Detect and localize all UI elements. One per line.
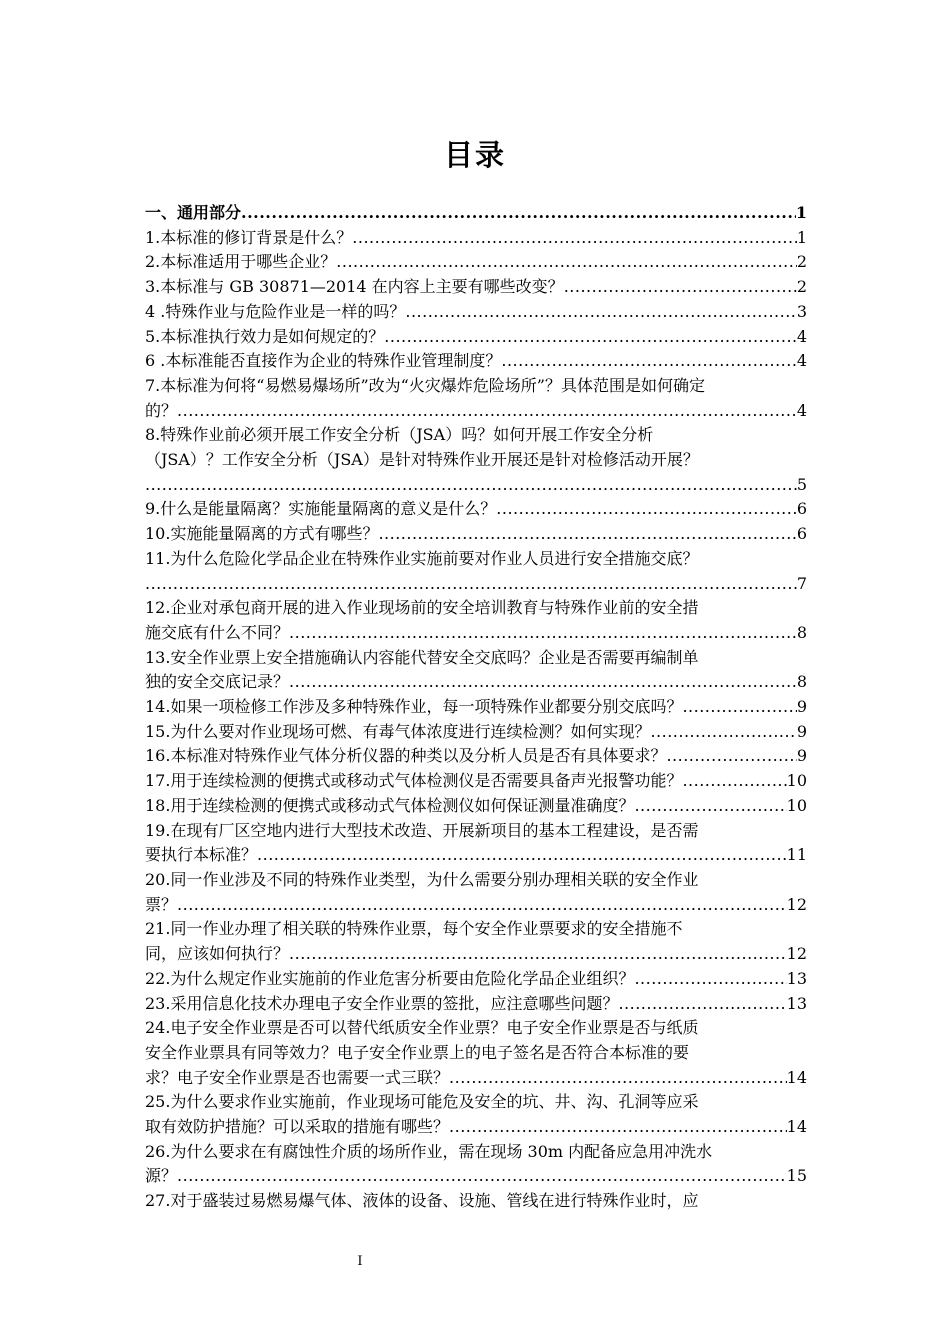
- toc-page-number: 4: [796, 351, 807, 371]
- toc-entry-text-line: 24.电子安全作业票是否可以替代纸质安全作业票？电子安全作业票是否与纸质: [145, 1018, 699, 1038]
- toc-page-number: 2: [796, 252, 807, 272]
- toc-entry[interactable]: [145, 769, 807, 794]
- toc-entry-title: 求？电子安全作业票是否也需要一式三联？: [145, 1067, 450, 1087]
- toc-entry[interactable]: [145, 522, 807, 547]
- dot-leader: [618, 992, 786, 1017]
- dot-leader: [496, 497, 797, 522]
- toc-entry-title: 要执行本标准？: [145, 845, 258, 865]
- toc-entry-leader-row: [145, 843, 807, 868]
- toc-entry-title: 4 .特殊作业与危险作业是一样的吗？: [145, 301, 406, 321]
- toc-entry-leader-row: [145, 744, 807, 769]
- dot-leader: [177, 1164, 787, 1189]
- toc-entry[interactable]: [145, 250, 807, 275]
- toc-entry-title: 9.什么是能量隔离？实施能量隔离的意义是什么？: [145, 499, 497, 519]
- toc-page-number: 6: [796, 499, 807, 519]
- toc-entry-leader-row: [145, 695, 807, 720]
- toc-entry-leader-row: [145, 226, 807, 251]
- toc-entry[interactable]: [145, 325, 807, 350]
- toc-entry[interactable]: [145, 819, 807, 868]
- dot-leader: [449, 1066, 787, 1091]
- toc-entry-leader-row: [145, 942, 807, 967]
- toc-entry-title: 取有效防护措施？可以采取的措施有哪些？: [145, 1117, 450, 1137]
- toc-entry-leader-row: [145, 399, 807, 424]
- toc-page-number: 10: [786, 795, 807, 815]
- toc-entry[interactable]: [145, 720, 807, 745]
- toc-entry-text-line: 21.同一作业办理了相关联的特殊作业票，每个安全作业票要求的安全措施不: [145, 919, 683, 939]
- toc-entry-leader-row: [145, 497, 807, 522]
- toc-page-number: 3: [796, 301, 807, 321]
- toc-entry-title: 16.本标准对特殊作业气体分析仪器的种类以及分析人员是否有具体要求？: [145, 746, 667, 766]
- toc-entry[interactable]: [145, 1140, 807, 1189]
- toc-entry-leader-row: [145, 1115, 807, 1140]
- toc-entry-text-line: 19.在现有厂区空地内进行大型技术改造、开展新项目的基本工程建设，是否需: [145, 820, 699, 840]
- dot-leader: [145, 473, 797, 498]
- toc-entry-leader-row: [145, 473, 807, 498]
- dot-leader: [241, 201, 796, 226]
- toc-page-number: 7: [796, 573, 807, 593]
- toc-entry-text-line: 20.同一作业涉及不同的特殊作业类型，为什么需要分别办理相关联的安全作业: [145, 869, 699, 889]
- dot-leader: [289, 621, 797, 646]
- toc-page-number: 12: [786, 894, 807, 914]
- toc-page-number: 6: [796, 524, 807, 544]
- toc-entry-title: 1.本标准的修订背景是什么？: [145, 227, 353, 247]
- toc-entry-text-line: 12.企业对承包商开展的进入作业现场前的安全培训教育与特殊作业前的安全措: [145, 598, 699, 618]
- toc-entry-title: 10.实施能量隔离的方式有哪些？: [145, 524, 379, 544]
- toc-entry-leader-row: [145, 325, 807, 350]
- toc-page-number: 9: [796, 697, 807, 717]
- toc-entry-title: 独的安全交底记录？: [145, 672, 290, 692]
- toc-page-number: 2: [796, 277, 807, 297]
- toc-entry-leader-row: [145, 720, 807, 745]
- toc-entry-text-line: 27.对于盛装过易燃易爆气体、液体的设备、设施、管线在进行特殊作业时，应: [145, 1191, 699, 1211]
- dot-leader: [145, 572, 797, 597]
- toc-entry-leader-row: [145, 1066, 807, 1091]
- toc-entry[interactable]: [145, 695, 807, 720]
- toc-page-number: 8: [796, 672, 807, 692]
- toc-entry-leader-row: [145, 275, 807, 300]
- dot-leader: [634, 967, 786, 992]
- toc-page-number: 11: [786, 845, 807, 865]
- toc-entry-text-line: 8.特殊作业前必须开展工作安全分析（JSA）吗？如何开展工作安全分析: [145, 425, 654, 445]
- dot-leader: [257, 843, 787, 868]
- toc-entry-leader-row: [145, 201, 807, 226]
- toc-entry[interactable]: [145, 423, 807, 497]
- page-title: 目录: [443, 138, 506, 172]
- toc-entry-title: 票？: [145, 894, 178, 914]
- toc-page-number: 4: [796, 326, 807, 346]
- dot-leader: [682, 769, 786, 794]
- toc-entry-title: 18.用于连续检测的便携式或移动式气体检测仪如何保证测量准确度？: [145, 795, 635, 815]
- toc-entry[interactable]: [145, 992, 807, 1017]
- toc-entry-text-line: 26.为什么要求在有腐蚀性介质的场所作业，需在现场 30m 内配备应急用冲洗水: [145, 1141, 713, 1161]
- toc-entry[interactable]: [145, 917, 807, 966]
- toc-page-number: 15: [786, 1166, 807, 1186]
- toc-entry[interactable]: [145, 1016, 807, 1090]
- toc-page-number: 1: [795, 203, 807, 222]
- toc-entry-text-line: 安全作业票具有同等效力？电子安全作业票上的电子签名是否符合本标准的要: [145, 1042, 690, 1062]
- dot-leader: [501, 349, 796, 374]
- toc-entry-leader-row: [145, 349, 807, 374]
- toc-entry-title: 2.本标准适用于哪些企业？: [145, 252, 337, 272]
- dot-leader: [352, 226, 797, 251]
- toc-page-number: 14: [786, 1067, 807, 1087]
- toc-entry-title: 17.用于连续检测的便携式或移动式气体检测仪是否需要具备声光报警功能？: [145, 771, 683, 791]
- toc-page-number: 8: [796, 622, 807, 642]
- toc-entry-title: 源？: [145, 1166, 178, 1186]
- toc-entry-title: 15.为什么要对作业现场可燃、有毒气体浓度进行连续检测？如何实现？: [145, 721, 651, 741]
- toc-page-number: 9: [796, 746, 807, 766]
- dot-leader: [666, 744, 796, 769]
- toc-entry[interactable]: [145, 201, 807, 226]
- toc-entry-leader-row: [145, 300, 807, 325]
- toc-entry[interactable]: [145, 275, 807, 300]
- toc-entry[interactable]: [145, 868, 807, 917]
- toc-entry-text-line: （JSA）？工作安全分析（JSA）是针对特殊作业开展还是针对检修活动开展？: [145, 450, 699, 470]
- toc-entry-text-line: 13.安全作业票上安全措施确认内容能代替安全交底吗？企业是否需要再编制单: [145, 647, 699, 667]
- dot-leader: [384, 325, 797, 350]
- toc-page-number: 10: [786, 771, 807, 791]
- toc-entry[interactable]: [145, 967, 807, 992]
- toc-entry[interactable]: [145, 300, 807, 325]
- toc-page-number: 1: [796, 227, 807, 247]
- dot-leader: [289, 942, 787, 967]
- toc-entry-title: 3.本标准与 GB 30871—2014 在内容上主要有哪些改变？: [145, 277, 564, 297]
- toc-entry-leader-row: [145, 794, 807, 819]
- toc-entry-title: 一、通用部分: [145, 203, 242, 222]
- dot-leader: [177, 893, 787, 918]
- toc-entry-title: 5.本标准执行效力是如何规定的？: [145, 326, 385, 346]
- toc-entry-title: 的？: [145, 400, 178, 420]
- toc-entry-leader-row: [145, 522, 807, 547]
- dot-leader: [682, 695, 796, 720]
- dot-leader: [564, 275, 797, 300]
- toc-entry-leader-row: [145, 967, 807, 992]
- toc-entry-title: 14.如果一项检修工作涉及多种特殊作业，每一项特殊作业都要分别交底吗？: [145, 697, 683, 717]
- toc-entry[interactable]: [145, 374, 807, 423]
- dot-leader: [378, 522, 796, 547]
- dot-leader: [449, 1115, 787, 1140]
- dot-leader: [336, 250, 797, 275]
- toc-entry[interactable]: [145, 646, 807, 695]
- toc-entry-text-line: 11.为什么危险化学品企业在特殊作业实施前要对作业人员进行安全措施交底？: [145, 548, 699, 568]
- toc-entry[interactable]: [145, 1189, 807, 1214]
- toc-entry-title: 6 .本标准能否直接作为企业的特殊作业管理制度？: [145, 351, 502, 371]
- toc-entry-leader-row: [145, 769, 807, 794]
- dot-leader: [405, 300, 796, 325]
- toc-entry-title: 同，应该如何执行？: [145, 944, 290, 964]
- toc-entry[interactable]: [145, 497, 807, 522]
- toc-entry[interactable]: [145, 794, 807, 819]
- toc-entry-leader-row: [145, 250, 807, 275]
- toc-entry-text-line: 25.为什么要求作业实施前，作业现场可能危及安全的坑、井、沟、孔洞等应采: [145, 1092, 699, 1112]
- toc-entry[interactable]: [145, 1090, 807, 1139]
- toc-entry-leader-row: [145, 572, 807, 597]
- dot-leader: [177, 399, 797, 424]
- dot-leader: [634, 794, 786, 819]
- toc-entry[interactable]: [145, 226, 807, 251]
- toc-entry-text-line: 7.本标准为何将“易燃易爆场所”改为“火灾爆炸危险场所”？具体范围是如何确定: [145, 375, 705, 395]
- toc-entry-title: 22.为什么规定作业实施前的作业危害分析要由危险化学品企业组织？: [145, 968, 635, 988]
- toc-page-number: 13: [786, 993, 807, 1013]
- toc-page-number: 4: [796, 400, 807, 420]
- toc-entry[interactable]: [145, 349, 807, 374]
- toc-page-number: 12: [786, 944, 807, 964]
- toc-entry-leader-row: [145, 992, 807, 1017]
- toc-entry[interactable]: [145, 547, 807, 596]
- toc-entry-leader-row: [145, 621, 807, 646]
- toc-entry[interactable]: [145, 596, 807, 645]
- toc-page-number: 13: [786, 968, 807, 988]
- toc-entry-title: 23.采用信息化技术办理电子安全作业票的签批，应注意哪些问题？: [145, 993, 619, 1013]
- dot-leader: [650, 720, 796, 745]
- toc-entry-title: 施交底有什么不同？: [145, 622, 290, 642]
- toc-entry-leader-row: [145, 670, 807, 695]
- toc-page-number: 14: [786, 1117, 807, 1137]
- toc-entry-leader-row: [145, 893, 807, 918]
- toc-entry-leader-row: [145, 1164, 807, 1189]
- table-of-contents: [145, 201, 807, 1214]
- page-number: I: [357, 1254, 363, 1269]
- dot-leader: [289, 670, 797, 695]
- toc-page-number: 5: [796, 474, 807, 494]
- toc-page-number: 9: [796, 721, 807, 741]
- toc-entry[interactable]: [145, 744, 807, 769]
